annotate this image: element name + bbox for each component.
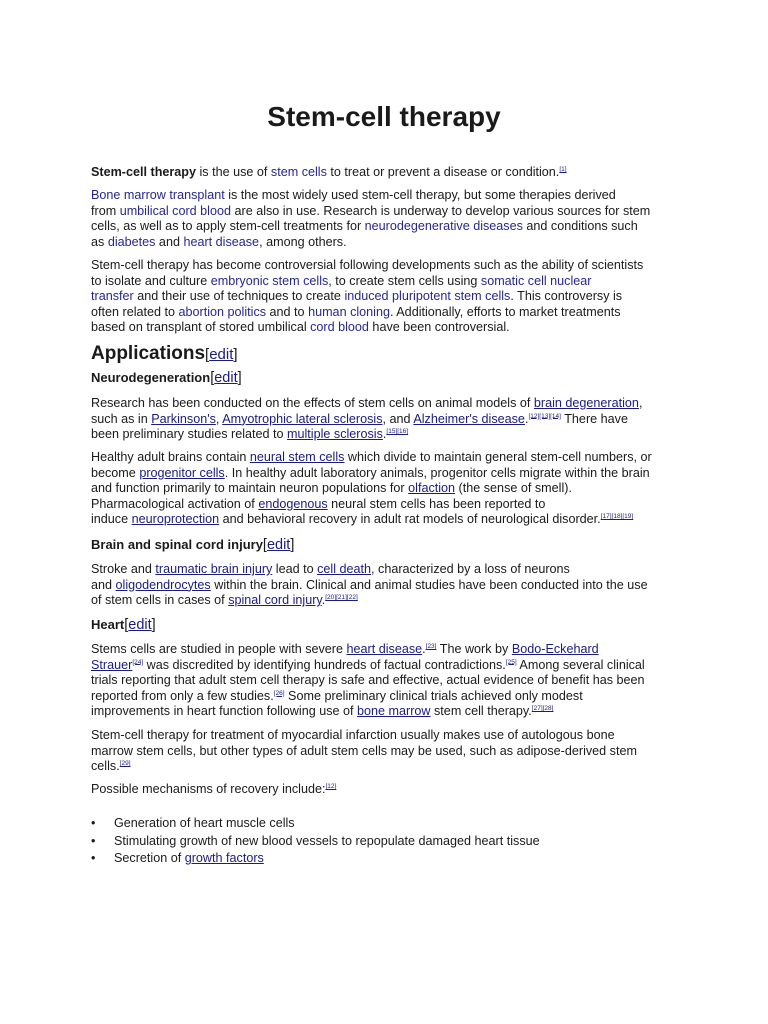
bracket: [	[262, 537, 267, 553]
paragraph-controversy	[91, 258, 691, 336]
text: . This controversy is	[510, 289, 623, 304]
link-cell-death[interactable]: cell death	[317, 562, 372, 576]
subsection-heading-heart	[91, 617, 156, 633]
text: been preliminary studies related to	[91, 427, 288, 442]
link-alzheimers[interactable]: Alzheimer's disease	[413, 411, 525, 426]
text: ,	[638, 396, 643, 410]
citation-ref[interactable]: [15][16]	[386, 428, 409, 435]
text: . In healthy adult laboratory animals, progenitor cells migrate within the brain	[224, 465, 650, 480]
text: , and	[382, 411, 414, 426]
text: lead to	[272, 562, 318, 576]
text: , to create stem cells using	[328, 273, 481, 288]
text: and to	[266, 304, 309, 319]
citation-ref[interactable]: [17][18][19]	[600, 513, 634, 521]
text: often related to	[91, 304, 179, 319]
link-oligodendrocytes[interactable]: oligodendrocytes	[115, 577, 211, 592]
text: was discredited by identifying hundreds of factual contradictions.	[143, 657, 506, 672]
citation-ref[interactable]: [23]	[425, 642, 437, 650]
citation-ref[interactable]: [12][13][14]	[528, 412, 561, 420]
paragraph-neuro-research	[91, 396, 691, 443]
text: is the most widely used stem-cell therapy, but some therapies derived	[224, 188, 616, 202]
text: induce	[91, 512, 132, 527]
text: Among several clinical	[516, 657, 645, 672]
text: .	[382, 427, 387, 442]
text: trials reporting that adult stem cell therapy is safe and effective, actual evidence of benefit has been	[91, 673, 645, 688]
bracket: ]	[237, 370, 242, 386]
text: marrow stem cells, but other types of adult stem cells may be used, such as adipose-derived stem	[91, 743, 637, 758]
list-item-text: Secretion of	[114, 851, 185, 866]
link-bone-marrow-transplant[interactable]: Bone marrow transplant	[91, 188, 225, 202]
list-item	[91, 850, 540, 868]
text: stem cell therapy.	[430, 704, 532, 719]
bracket: ]	[290, 537, 295, 553]
text: ,	[215, 411, 223, 426]
text: .	[524, 411, 529, 426]
citation-ref[interactable]: [25]	[505, 658, 517, 666]
link-bodo-eckehard-strauer[interactable]: Bodo-Eckehard	[511, 642, 599, 656]
edit-link[interactable]: edit	[214, 370, 238, 386]
text: to treat or prevent a disease or condition.	[326, 165, 560, 179]
link-multiple-sclerosis[interactable]: multiple sclerosis	[287, 427, 383, 442]
text: . Additionally, efforts to market treatments	[389, 304, 621, 319]
text: which divide to maintain general stem-cell numbers, or	[344, 450, 652, 464]
link-parkinsons[interactable]: Parkinson's	[151, 411, 216, 426]
subsection-heading-neurodegeneration	[91, 370, 242, 386]
link-olfaction[interactable]: olfaction	[408, 481, 456, 496]
heading-text: Heart	[91, 617, 125, 632]
paragraph-sources	[91, 188, 691, 250]
bold-term: Stem-cell therapy	[91, 165, 196, 179]
list-item	[91, 815, 540, 833]
text: (the sense of smell).	[455, 481, 572, 496]
link-spinal-cord-injury[interactable]: spinal cord injury	[228, 593, 322, 608]
link-abortion-politics[interactable]: abortion politics	[178, 304, 267, 319]
text: within the brain. Clinical and animal studies have been conducted into the use	[210, 577, 648, 592]
citation-ref[interactable]: [20][21][22]	[325, 594, 358, 601]
bracket: [	[205, 346, 210, 363]
text: have been controversial.	[368, 320, 510, 335]
link-progenitor-cells[interactable]: progenitor cells	[139, 465, 225, 480]
link-als[interactable]: Amyotrophic lateral sclerosis	[222, 411, 383, 426]
link-somatic-cell-nuclear-transfer[interactable]: somatic cell nuclear	[480, 273, 592, 288]
citation-ref[interactable]: [12]	[325, 782, 337, 790]
text: and conditions such	[522, 219, 638, 234]
link-neurodegenerative-diseases[interactable]: neurodegenerative diseases	[364, 219, 523, 234]
bracket: [	[210, 370, 215, 386]
text: and behavioral recovery in adult rat models of neurological disorder.	[219, 512, 601, 527]
text: cells, as well as to apply stem-cell treatments for	[91, 219, 365, 234]
link-growth-factors[interactable]: growth factors	[184, 851, 264, 866]
subsection-heading-brain-spinal-injury	[91, 537, 294, 553]
paragraph-brain-injury	[91, 562, 691, 609]
text: Some preliminary clinical trials achieved only modest	[284, 688, 583, 703]
link-diabetes[interactable]: diabetes	[107, 234, 156, 249]
edit-link[interactable]: edit	[128, 617, 152, 633]
text: of stem cells in cases of	[91, 593, 229, 608]
text: based on transplant of stored umbilical	[91, 320, 311, 335]
link-human-cloning[interactable]: human cloning	[308, 304, 390, 319]
bullet-icon: •	[91, 816, 96, 830]
text: improvements in heart function following use of	[91, 704, 358, 719]
text: and their use of techniques to create	[133, 289, 345, 304]
text: Research has been conducted on the effects of stem cells on animal models of	[91, 396, 534, 410]
paragraph-mechanisms	[91, 782, 691, 798]
text: are also in use. Research is underway to develop various sources for stem	[231, 203, 651, 218]
text: such as in	[91, 411, 152, 426]
link-bodo-eckehard-strauer-cont[interactable]: Strauer	[91, 657, 133, 672]
text: and	[91, 577, 116, 592]
text: Possible mechanisms of recovery include:	[91, 782, 326, 796]
heading-text: Applications	[91, 343, 206, 364]
citation-ref[interactable]: [26]	[273, 689, 285, 697]
list-item	[91, 833, 540, 851]
bracket: [	[124, 617, 129, 633]
text: become	[91, 465, 140, 480]
list-item-text: Generation of heart muscle cells	[114, 816, 295, 830]
text: Healthy adult brains contain	[91, 450, 250, 464]
text: to isolate and culture	[91, 273, 211, 288]
text: and function primarily to maintain neuron populations for	[91, 481, 409, 496]
text: Stem-cell therapy has become controversial following developments such as the ability of scientists	[91, 258, 644, 272]
text: The work by	[436, 642, 512, 656]
link-heart-disease[interactable]: heart disease	[183, 234, 260, 249]
text: There have	[560, 411, 628, 426]
text: Stroke and	[91, 562, 156, 576]
edit-link[interactable]: edit	[266, 537, 291, 553]
citation-ref[interactable]: [29]	[119, 760, 131, 767]
heading-text: Brain and spinal cord injury	[91, 537, 263, 552]
intro-paragraph	[91, 165, 691, 181]
link-stem-cells[interactable]: stem cells	[270, 165, 327, 179]
link-cord-blood[interactable]: cord blood	[310, 320, 369, 335]
link-endogenous[interactable]: endogenous	[258, 496, 328, 511]
text: .	[321, 593, 326, 608]
text: and	[155, 234, 184, 249]
text: as	[91, 234, 108, 249]
link-brain-degeneration[interactable]: brain degeneration	[533, 396, 639, 410]
citation-ref[interactable]: [27][28]	[531, 705, 554, 713]
text: , among others.	[259, 234, 347, 249]
section-heading-applications	[91, 343, 238, 365]
link-umbilical-cord-blood[interactable]: umbilical cord blood	[119, 203, 231, 218]
paragraph-neural-stem-cells	[91, 450, 691, 528]
text: Stem-cell therapy for treatment of myocardial infarction usually makes use of autologous bone	[91, 728, 615, 742]
bullet-icon: •	[91, 833, 96, 848]
link-induced-pluripotent-stem-cells[interactable]: induced pluripotent stem cells	[344, 289, 511, 304]
text: Stems cells are studied in people with severe	[91, 642, 347, 656]
list-item-text: Stimulating growth of new blood vessels to repopulate damaged heart tissue	[114, 833, 540, 848]
text: Pharmacological activation of	[91, 496, 259, 511]
edit-link[interactable]: edit	[209, 346, 234, 363]
link-bone-marrow[interactable]: bone marrow	[357, 704, 431, 719]
heading-text: Neurodegeneration	[91, 370, 211, 385]
link-neuroprotection[interactable]: neuroprotection	[131, 512, 220, 527]
paragraph-heart-studies	[91, 642, 691, 720]
text: neural stem cells has been reported to	[327, 496, 546, 511]
bullet-icon: •	[91, 851, 96, 866]
link-traumatic-brain-injury[interactable]: traumatic brain injury	[155, 562, 273, 576]
bracket: ]	[233, 346, 238, 363]
citation-ref[interactable]: [24]	[132, 658, 144, 666]
link-heart-disease[interactable]: heart disease	[346, 642, 423, 656]
page-title: Stem-cell therapy	[267, 101, 501, 132]
text: reported from only a few studies.	[91, 688, 274, 703]
text: from	[91, 203, 120, 218]
text: , characterized by a loss of neurons	[371, 562, 570, 576]
link-neural-stem-cells[interactable]: neural stem cells	[249, 450, 345, 464]
link-somatic-cell-nuclear-transfer-cont[interactable]: transfer	[91, 289, 134, 304]
citation-ref[interactable]: [1]	[559, 165, 567, 173]
bracket: ]	[151, 617, 156, 633]
text: cells.	[91, 759, 120, 774]
text: .	[422, 642, 426, 656]
paragraph-myocardial-infarction	[91, 728, 691, 775]
mechanisms-list	[91, 815, 540, 868]
text: is the use of	[196, 165, 271, 179]
link-embryonic-stem-cells[interactable]: embryonic stem cells	[210, 273, 329, 288]
